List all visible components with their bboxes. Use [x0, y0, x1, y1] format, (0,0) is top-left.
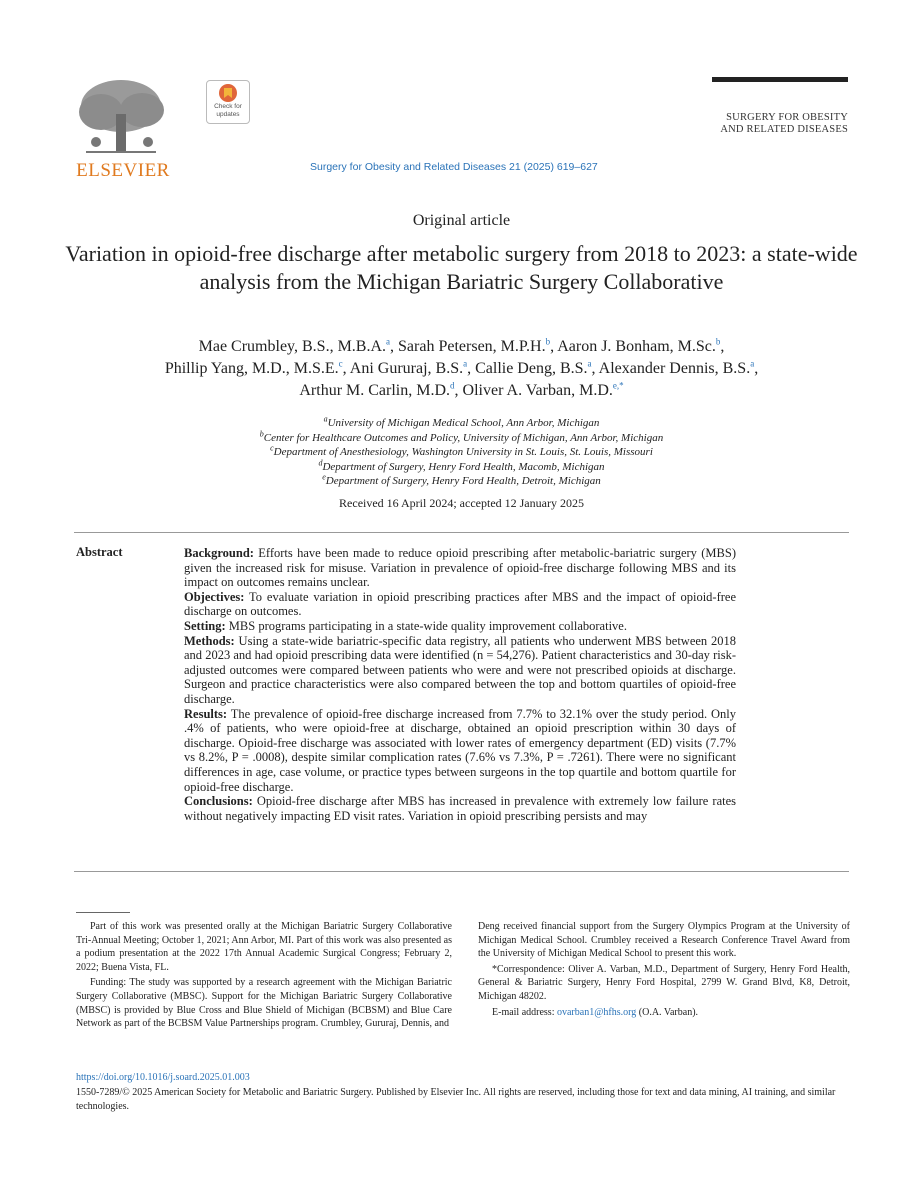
journal-name — [708, 112, 848, 136]
email-label: E-mail address: — [492, 1006, 555, 1018]
affiliation-ref[interactable]: a — [386, 336, 391, 347]
abstract-section — [184, 707, 736, 795]
affiliation-ref[interactable]: a — [750, 358, 755, 369]
received-dates: Received 16 April 2024; accepted 12 January 2025 — [339, 496, 584, 510]
affiliation — [80, 428, 843, 446]
footnote-email — [478, 1006, 850, 1020]
author[interactable]: Aaron J. Bonham, M.Sc. — [557, 338, 716, 355]
article-title: Variation in opioid-free discharge after metabolic surgery from 2018 to 2023: a state-wide analysis from the Michigan Bariatric Surgery Collaborative — [65, 241, 858, 294]
affiliation-key: d — [318, 457, 323, 467]
footnotes-left-column — [76, 920, 452, 1033]
affiliation-list — [80, 416, 843, 489]
footnotes-right-column — [478, 920, 850, 1021]
abstract-text: To evaluate variation in opioid prescribing practices after MBS and the impact of opioid-free discharge on outcomes. — [184, 589, 736, 619]
affiliation-key: e — [322, 472, 326, 482]
affiliation-key: c — [270, 443, 274, 453]
abstract-text: The prevalence of opioid-free discharge increased from 7.7% to 32.1% over the study period. Only .4% of patients, who were opioid-free at discharge, obtained an opioid prescription within 30 days of discharge. Opioid-free discharge was associated with lower rates of emergency department (ED) visits (7.7% vs 8.2%, P = .0008), despite similar complication rates (7.6% vs 7.3%, P = .7261). There were no significant differences in age, case volume, or practice types between surgeons in the top quartile and bottom quartile for opioid-free discharge. — [184, 706, 736, 794]
footnote-funding: Funding: The study was supported by a research agreement with the Michigan Bariatric Surgery Collaborative (MBSC). Support for the Michigan Bariatric Surgery Collaborative (MBSC) is provided by Blue Cross and Blue Shield of Michigan (BCBSM) and Blue Care Network as part of the BCBSM Value Partnerships program. Crumbley, Gururaj, Dennis, and — [76, 977, 452, 1030]
affiliation — [80, 416, 843, 431]
author[interactable]: Oliver A. Varban, M.D. — [462, 382, 613, 399]
abstract-text: Efforts have been made to reduce opioid prescribing after metabolic-bariatric surgery (MBS) given the increased risk for misuse. Variation in prevalence of opioid-free discharge following MBS and its impact on outcomes remains unclear. — [184, 546, 736, 590]
abstract-text: MBS programs participating in a state-wide quality improvement collaborative. — [228, 618, 627, 633]
affiliation-text: Center for Healthcare Outcomes and Policy, University of Michigan, Ann Arbor, Michigan — [263, 431, 664, 444]
footnote-correspondence: *Correspondence: Oliver A. Varban, M.D., Department of Surgery, Henry Ford Health, General & Bariatric Surgery, Henry Ford Hospital, 2799 W. Grand Blvd, K8, Detroit, Michigan 48202. — [478, 963, 850, 1002]
article-type: Original article — [412, 212, 511, 229]
abstract-heading: Results: — [184, 706, 228, 721]
affiliation-key: a — [323, 414, 328, 424]
abstract-section — [184, 794, 736, 823]
affiliation-key: b — [259, 428, 264, 438]
journal-citation[interactable]: Surgery for Obesity and Related Diseases 21 (2025) 619–627 — [310, 161, 598, 173]
email-link[interactable]: ovarban1@hfhs.org — [556, 1006, 637, 1018]
abstract-section — [184, 634, 736, 707]
bookmark-icon — [207, 81, 249, 105]
abstract-text: Using a state-wide bariatric-specific data registry, all patients who underwent MBS between 2018 and 2023 and had opioid prescribing data were identified (n = 54,276). Patient characteristics and 30-day risk-adjusted outcomes were compared between patients who were and were not prescribed opioids at discharge. Surgeon and practice characteristics were also compared between the top and bottom quartiles of opioid-free discharge. — [184, 633, 736, 706]
affiliation — [80, 457, 843, 475]
affiliation-ref[interactable]: b — [545, 336, 551, 347]
doi-link[interactable]: https://doi.org/10.1016/j.soard.2025.01.003 — [76, 1072, 250, 1083]
author[interactable]: Alexander Dennis, B.S. — [598, 360, 751, 377]
affiliation-ref[interactable]: a — [587, 358, 592, 369]
author[interactable]: Phillip Yang, M.D., M.S.E. — [164, 360, 339, 377]
abstract-body — [184, 546, 736, 823]
check-for-updates-label: Check for updates — [214, 103, 242, 118]
abstract-heading: Background: — [184, 546, 254, 560]
affiliation-text: Department of Surgery, Henry Ford Health, Macomb, Michigan — [322, 460, 605, 473]
header-rule — [712, 77, 848, 82]
abstract-text: Opioid-free discharge after MBS has increased in prevalence with extremely low failure rates without negatively impacting ED visit rates. Variation in opioid prescribing persists and may — [184, 794, 737, 823]
author[interactable]: Mae Crumbley, B.S., M.B.A. — [198, 338, 387, 355]
abstract-heading: Objectives: — [184, 589, 245, 604]
affiliation-ref[interactable]: a — [463, 358, 468, 369]
abstract-section — [184, 546, 736, 590]
author-list: Mae Crumbley, B.S., M.B.A.$^a$, Sarah Petersen, M.P.H.$^b$, Aaron J. Bonham, M.Sc.$^b$, Phillip Yang, M.D., M.S.E.$^c$, Ani Gururaj, B.S.$^a$, Callie Deng, B.S.$^a$, Alexander Dennis, B.S.$^a$, Arthur M. Carlin, M.D.$^d$, Oliver A. Varban, M.D.$^{e,*}$ — [164, 336, 759, 399]
abstract-label: Abstract — [76, 545, 123, 559]
footnote-presentation: Part of this work was presented orally at the Michigan Bariatric Surgery Collaborative Tri-Annual Meeting; October 1, 2021; Ann Arbor, MI. Part of this work was also presented as a podium presentation at the 2022 17th Annual Academic Surgical Congress; February 2, 2022; Buena Vista, FL. — [76, 921, 452, 973]
abstract-section — [184, 619, 736, 634]
abstract-rule-bottom — [74, 871, 849, 872]
affiliation-ref[interactable]: b — [715, 336, 721, 347]
affiliation-text: Department of Surgery, Henry Ford Health, Detroit, Michigan — [325, 475, 601, 487]
affiliation-ref[interactable]: c — [338, 358, 343, 369]
abstract-heading: Setting: — [184, 618, 226, 633]
author[interactable]: Ani Gururaj, B.S. — [349, 360, 464, 377]
abstract-rule-top — [74, 532, 849, 533]
affiliation-text: University of Michigan Medical School, Ann Arbor, Michigan — [327, 417, 600, 429]
affiliation — [80, 474, 843, 489]
affiliation-ref[interactable]: d — [450, 380, 455, 391]
affiliation-ref[interactable]: e,* — [612, 380, 624, 391]
affiliation-text: Department of Anesthesiology, Washington University in St. Louis, St. Louis, Missouri — [273, 446, 653, 458]
author[interactable]: Callie Deng, B.S. — [475, 360, 588, 377]
affiliation — [80, 445, 843, 460]
email-suffix: (O.A. Varban). — [638, 1006, 699, 1018]
copyright-notice: 1550-7289/© 2025 American Society for Metabolic and Bariatric Surgery. Published by Elsevier Inc. All rights are reserved, including those for text and data mining, AI training, and similar technologies. — [76, 1087, 836, 1112]
abstract-heading: Conclusions: — [184, 794, 253, 809]
abstract-section — [184, 590, 736, 619]
author[interactable]: Sarah Petersen, M.P.H. — [398, 338, 546, 355]
journal-name-line2: AND RELATED DISEASES — [720, 124, 848, 135]
author[interactable]: Arthur M. Carlin, M.D. — [299, 382, 451, 399]
journal-name-line1: SURGERY FOR OBESITY — [726, 112, 848, 123]
publisher-wordmark: ELSEVIER — [76, 160, 170, 181]
abstract-heading: Methods: — [184, 633, 235, 648]
footnote-rule — [76, 912, 130, 913]
footnote-funding-continued: Deng received financial support from the Surgery Olympics Program at the University of Michigan Medical School. Crumbley received a Research Conference Travel Award from the University of Michigan Medical School to present this work. — [478, 921, 850, 960]
